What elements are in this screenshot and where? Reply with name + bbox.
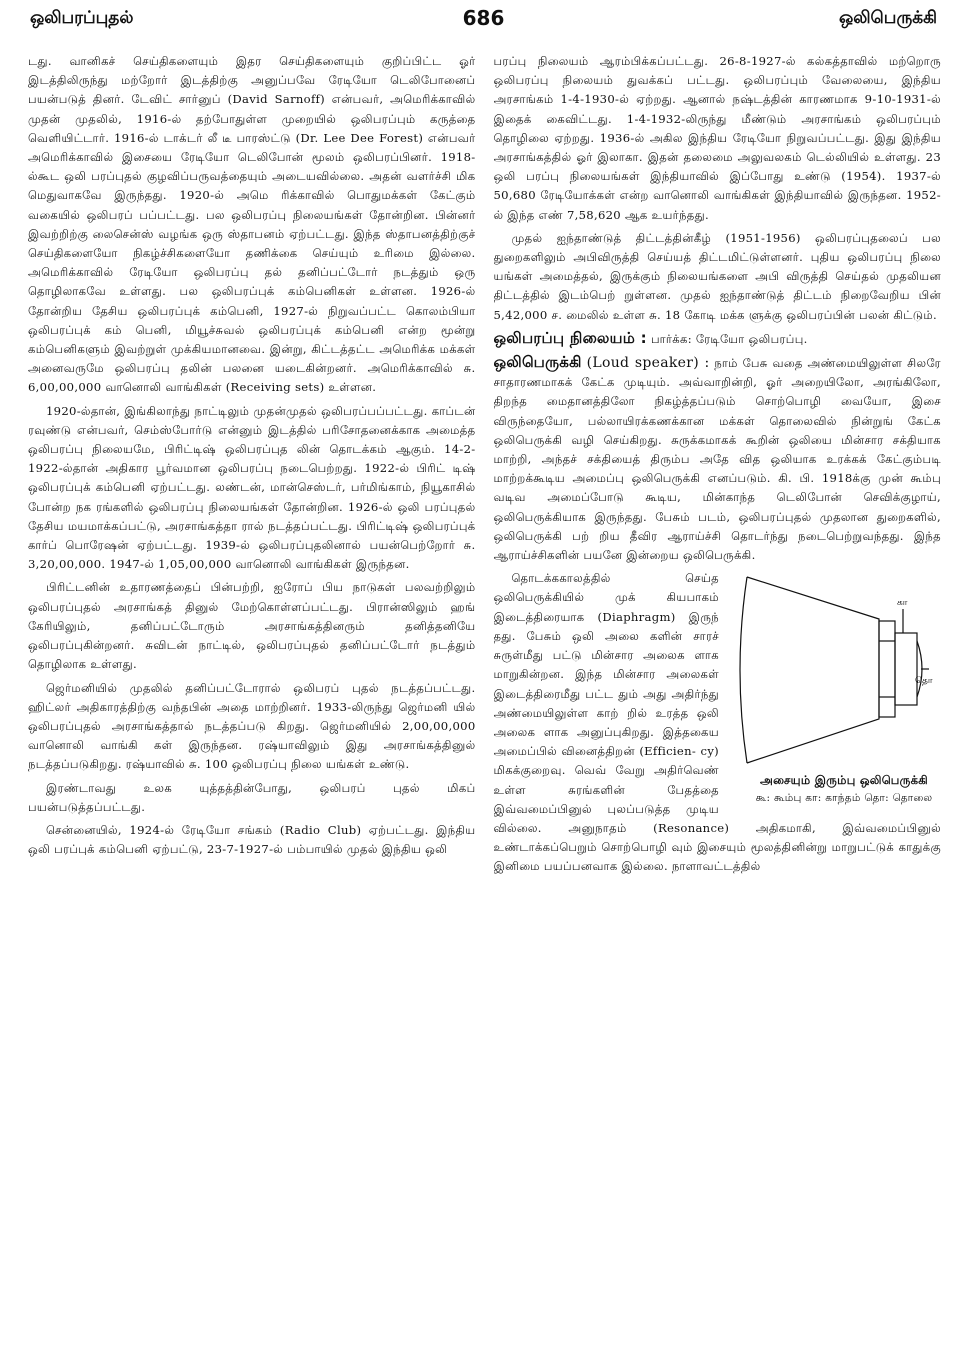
paragraph: 1920-ல்தான், இங்கிலாந்து நாட்டிலும் முதன்முதல் ஒலிபரப்பப்பட்டது. காப்டன் ரவுண்டு என்பவர், செம்ஸ்போர்டு என்னும் இடத்தில் பரிசோதனைக்காக அமைத்த ஒலிபரப்பு நிலையமே, பிரிட்டிஷ் ஒலிபரப்புத லின் தொடக்கம் ஆகும். 14-2-1922-ல்தான் அதிகார பூர்வமான ஒலிபரப்பு நடைபெற்றது. 1922-ல் பிரிட் டிஷ் ஒலிபரப்புக் கம்பெனி ஏற்பட்டது. லண்டன், மான்செஸ்டர், பர்மிங்காம், நியூகாசில் போன்ற நக ரங்களில் ஒலிபரப்பு நிலையங்கள் தோன்றின. 1926-ல் ஒலி பரப்புதல் தேசிய மயமாக்கப்பட்டு, அரசாங்கத்தா ரால் நடத்தப்பட்டது. பிரிட்டிஷ் ஒலிபரப்புக் கார்ப் பொரேஷன் ஏற்பட்டது. 1939-ல் ஒலிபரப்புதலினால் பயன்பெற்றோர் சு. 3,20,00,000. 1947-ல் 1,05,00,000 வானொலி வாங்கிகள் இருந்தன. [28, 403, 476, 572]
paragraph: முதல் ஐந்தாண்டுத் திட்டத்தின்கீழ் (1951-1956) ஒலிபரப்புதலைப் பல துறைகளிலும் அபிவிருத்தி செய்யத் திட்டமிட்டுள்ளனர். புதிய ஒலிபரப்பு நிலை யங்கள் அமைத்தல், இருக்கும் நிலையங்களை அபி விருத்தி செய்தல் முதலியன திட்டத்தில் இடம்பெற் றுள்ளன. முதல் ஐந்தாண்டுத் திட்டம் நிறைவேறிய பின் 5,42,000 ச. மைலில் உள்ள சு. 18 கோடி மக்க ளுக்கு ஒலிபரப்பின் பலன் கிட்டும். [493, 230, 941, 322]
paragraph: சென்னையில், 1924-ல் ரேடியோ சங்கம் (Radio Club) ஏற்பட்டது. இந்திய ஒலி பரப்புக் கம்பெனி ஏற்பட்டு, 23-7-1927-ல் பம்பாயில் முதல் இந்திய ஒலி [28, 822, 476, 857]
two-column-body [28, 52, 941, 1357]
horn-mouth [740, 577, 747, 763]
entry-see-also: பார்க்க: ரேடியோ ஒலிபரப்பு. [650, 331, 808, 346]
entry-headword: ஒலிபெருக்கி [493, 353, 582, 372]
paragraph: பரப்பு நிலையம் ஆரம்பிக்கப்பட்டது. 26-8-1927-ல் கல்கத்தாவில் மற்றொரு ஒலிபரப்பு நிலையம் துவக்கப் பட்டது. ஒலிபரப்பும் வேலையை, இந்திய அரசாங்கம் 1-4-1930-ல் ஏற்றது. ஆனால் நஷ்டத்தின் காரணமாக 9-10-1931-ல் இதைக் கைவிட்டது. 1-4-1932-லிருந்து மீண்டும் அரசாங்கம் ஒலிபரப்பும் தொழிலை ஏற்றது. 1936-ல் அகில இந்திய ரேடியோ நிறுவப்பட்டது. இது இந்திய அரசாங்கத்தில் ஓர் இலாகா. இதன் தலைமை அலுவலகம் டெல்லியில் உள்ளது. 23 ஒலி பரப்பு நிலையங்கள் இந்தியாவில் இப்போது உண்டு (1954). 1937-ல் 50,680 ரேடியோக்கள் என்ற வானொலி வாங்கிகள் இந்தியாவில் இருந்தன. 1952-ல் இந்த எண் 7,58,620 ஆக உயர்ந்தது. [493, 54, 941, 222]
loudspeaker-diagram [729, 571, 941, 771]
paragraph-with-figure [494, 569, 942, 876]
figure-label: கா [897, 598, 908, 609]
entry-headword: ஒலிபரப்பு நிலையம் : [493, 328, 647, 347]
horn-outline [747, 577, 879, 763]
running-head [30, 8, 937, 42]
entry-intro: நாம் பேசு வதை அண்மையிலுள்ள சிலரே சாதாரணமாகக் கேட்க முடியும். அவ்வாறின்றி, ஓர் அறையிலோ, அரங்கிலோ, திறந்த மைதானத்திலோ நிகழ்த்தப்படும் சொற்பொழி வையோ, இசை விருந்தையோ, பல்லாயிரக்கணக்கான மக்கள் தொலைவில் நின்றுங் கேட்க ஒலிபெருக்கி வழி செய்கிறது. சுருக்கமாகக் கூறின் ஒலியை மின்சார சக்தியாக மாற்றி, அந்தச் சக்தியைத் திரும்ப அதே வித ஒலியாக உரக்கக் கேட்கும்படி மாற்றக்கூடிய அமைப்பு ஒலிபெருக்கி எனப்படும். கி. பி. 1918க்கு முன் கூம்பு வடிவ அமைப்போடு கூடிய, மின்காந்த டெலிபோன் செவிக்குழாய், ஒலிபெருக்கியாக இருந்தது. பேசும் படம், ஒலிபரப்புதல் முதலான துறைகளில், ஒலிபெருக்கி பற் றிய தீவிர ஆராய்ச்சி தொடர்ந்து நடைபெற்றுவந்தது. இந்த ஆராய்ச்சிகளின் பயனே இன்றைய ஒலிபெருக்கி. [493, 356, 941, 563]
figure-label: தொ [915, 676, 933, 687]
driver-housing [879, 621, 895, 717]
entry-headword-english: (Loud speaker) : [586, 355, 710, 372]
entry-cross-reference [494, 329, 942, 349]
running-head-left: ஒலிபரப்புதல் [30, 8, 134, 28]
right-column [494, 52, 942, 1357]
paragraph-text: தொடக்ககாலத்தில் செய்த ஒலிபெருக்கியில் முக் கியபாகம் இடைத்திரையாக (Diaphragm) இருந் தது. பேசும் ஒலி அலை களின் சாரச் சுருள்மீது பட்டு மின்சார அலைக ளாக மாறுகின்றன. இந்த மின்சார அலைகள் இடைத்திரைமீது பட்ட தும் அது அதிர்ந்து அண்மையிலுள்ள காற் றில் உரத்த ஒலி அலைக ளாக அனுப்புகிறது. இத்தகைய அமைப்பில் வினைத்திறன் (Efficien- cy) மிகக்குறைவு. வெவ் வேறு அதிர்வெண் உள்ள சுரங்களின் பேதத்தை இவ்வமைப்பினுல் புலப்படுத்த முடிய வில்லை. அனுநாதம் (Resonance) அதிகமாகி, இவ்வமைப்பினுல் உண்டாக்கப்பெறும் சொற்பொழி வும் இசையும் மூலத்தினின்று மாறுபட்டுக் காதுக்கு இனிமை பயப்பனவாக இல்லை. நாளாவட்டத்தில் [493, 571, 941, 874]
magnet-block [895, 633, 917, 705]
running-head-right: ஒலிபெருக்கி [839, 8, 937, 28]
figure-loudspeaker [729, 571, 941, 806]
paragraph: பிரிட்டனின் உதாரணத்தைப் பின்பற்றி, ஐரோப் பிய நாடுகள் பலவற்றிலும் ஒலிபரப்புதல் அரசாங்கத் தினுல் மேற்கொள்ளப்பட்டது. பிரான்ஸிலும் ஹங் கேரியிலும், தனிப்பட்டோரும் அரசாங்கத்தினரும் தனித்தனியே ஒலிபரப்புகின்றனர். சுவிடன் நாட்டில், ஒலிபரப்புதல் தனிப்பட்டோர் நடத்தும் தொழிலாக உள்ளது. [28, 580, 476, 672]
figure-caption: அசையும் இரும்பு ஒலிபெருக்கி [760, 773, 928, 788]
left-column [28, 52, 476, 1357]
paragraph: டது. வானிகச் செய்திகளையும் இதர செய்திகளையும் குறிப்பிட்ட ஓர் இடத்திலிருந்து மற்றோர் இடத்திற்கு அனுப்பவே ரேடியோ டெலிபோனைப் பயன்படுத் தினர். டேவிட் சார்னுப் (David Sarnoff) என்பவர், அமெரிக்காவில் முதன் முதலில், 1916-ல் தற்போதுள்ள முறையில் ஒலிபரப்பும் கருத்தை வெளியிட்டார். 1916-ல் டாக்டர் லீ டீ பாரஸ்ட்டு (Dr. Lee Dee Forest) என்பவர் அமெரிக்காவில் இசையை ரேடியோ டெலிபோன் மூலம் ஒலிபரப்பினர். 1918-ல்கூட ஒலி பரப்புதல் குழவிப்பருவத்தையும் அடையவில்லை. அதன் வளர்ச்சி மிக மெதுவாகவே இருந்தது. 1920-ல் அமெ ரிக்காவில் பொதுமக்கள் கேட்கும் வகையில் ஒலிபரப் பப்பட்டது. பல ஒலிபரப்பு நிலையங்கள் தோன்றின. பின்னர் இவற்றிற்கு லைசென்ஸ் வழங்க ஒரு ஸ்தாபனம் ஏற்பட்டது. இந்த ஸ்தாபனத்திற்குச் செய்திகளையோ நிகழ்ச்சிகளையோ தணிக்கை செய்யும் உரிமை இல்லை. அமெரிக்காவில் ரேடியோ ஒலிபரப்பு தல் தனிப்பட்டோர் நடத்தும் ஒரு தொழிலாகவே உள்ளது. பல ஒலிபரப்புக் கம்பெனிகள் உள்ளன. 1926-ல் தோன்றிய தேசிய ஒலிபரப்புக் கம்பெனி, 1927-ல் நிறுவப்பட்ட கொலம்பியா ஒலிபரப்புக் கம் பெனி, மியூச்சுவல் ஒலிபரப்புக் கம்பெனி என்ற மூன்று கம்பெனிகளும் இவற்றுள் முக்கியமானவை. இன்று, கிட்டத்தட்ட அமெரிக்க மக்கள் அனைவருமே ஒலிபரப்பு தலின் பலனை யடைகின்றனர். அமெரிக்காவில் சு. 6,00,00,000 வானொலி வாங்கிகள் (Receiving sets) உள்ளன. [28, 54, 476, 395]
figure-legend: கூ: கூம்பு கா: காந்தம் தொ: தொலை [755, 792, 933, 805]
paragraph: ஜெர்மனியில் முதலில் தனிப்பட்டோரால் ஒலிபரப் புதல் நடத்தப்பட்டது. ஹிட்லர் அதிகாரத்திற்கு வந்தபின் அதை மாற்றினர். 1933-லிருந்து ஜெர்மனி யில் ஒலிபரப்புதல் அரசாங்கத்தால் நடத்தப்படு கிறது. ஜெர்மனியில் 2,00,00,000 வானொலி வாங்கி கள் இருந்தன. ரஷ்யாவிலும் இது அரசாங்கத்தினுல் நடத்தப்படுகிறது. ரஷ்யாவில் சு. 100 ஒலிபரப்பு நிலை யங்கள் உண்டு. [28, 680, 476, 772]
entry-loudspeaker [494, 353, 942, 565]
page-number: 686 [462, 6, 505, 30]
paragraph: இரண்டாவது உலக யுத்தத்தின்போது, ஒலிபரப் புதல் மிகப் பயன்படுத்தப்பட்டது. [28, 780, 476, 814]
